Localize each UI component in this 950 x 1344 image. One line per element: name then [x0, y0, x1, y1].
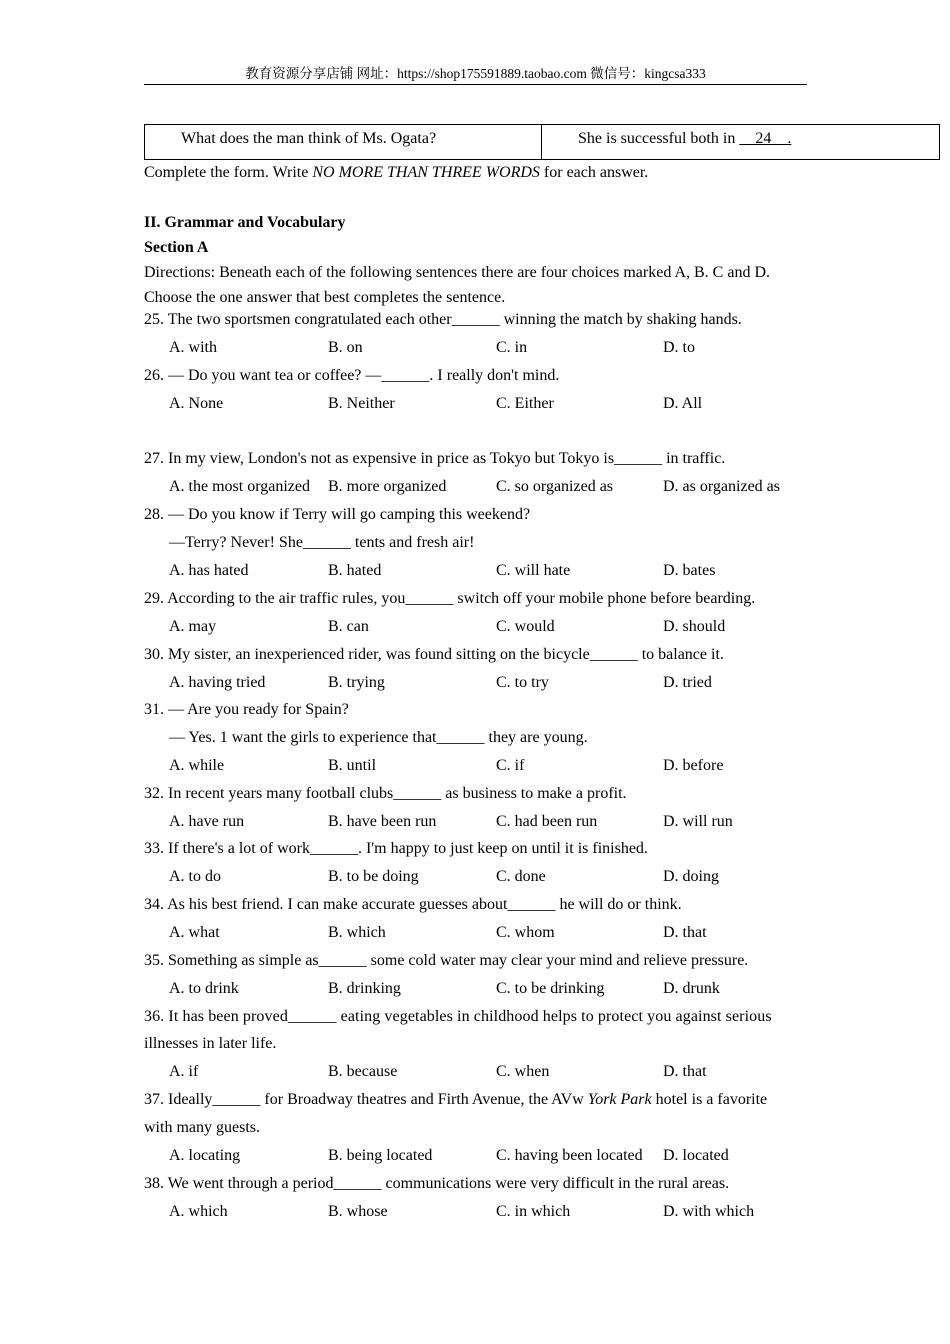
option-b: B. whose	[328, 1203, 388, 1220]
option-c: C. in	[496, 339, 528, 356]
option-d: D. to	[663, 339, 695, 356]
answer-blank-24: __24__.	[739, 130, 792, 147]
option-d: D. will run	[663, 813, 733, 830]
page-header: 教育资源分享店铺 网址：https://shop175591889.taobao.com 微信号：kingcsa333	[144, 66, 807, 85]
option-b: B. until	[328, 757, 377, 774]
option-b: B. drinking	[328, 980, 401, 997]
question-31: 31. — Are you ready for Spain?	[144, 701, 349, 718]
option-a: A. to drink	[169, 980, 239, 997]
question-28-line-2: —Terry? Never! She______ tents and fresh air!	[169, 534, 475, 551]
option-d: D. should	[663, 618, 726, 635]
option-d: D. All	[663, 395, 703, 412]
instruction-pre: Complete the form. Write	[144, 164, 313, 181]
section-title: II. Grammar and Vocabulary	[144, 214, 346, 231]
question-30: 30. My sister, an inexperienced rider, was found sitting on the bicycle______ to balance it.	[144, 646, 724, 663]
option-c: C. so organized as	[496, 478, 614, 495]
question-36-line-2: illnesses in later life.	[144, 1035, 277, 1052]
option-b: B. being located	[328, 1147, 433, 1164]
option-c: C. will hate	[496, 562, 571, 579]
question-37-line-2: with many guests.	[144, 1119, 260, 1136]
option-c: C. to try	[496, 674, 549, 691]
option-d: D. drunk	[663, 980, 720, 997]
question-34: 34. As his best friend. I can make accurate guesses about______ he will do or think.	[144, 896, 682, 913]
directions-line-1: Directions: Beneath each of the following sentences there are four choices marked A, B. C and D.	[144, 264, 771, 281]
hotel-name: York Park	[587, 1091, 652, 1108]
option-d: D. that	[663, 924, 707, 941]
option-a: A. to do	[169, 868, 221, 885]
option-c: C. would	[496, 618, 555, 635]
option-d: D. doing	[663, 868, 719, 885]
directions-line-2: Choose the one answer that best completes the sentence.	[144, 289, 506, 306]
section-subtitle: Section A	[144, 239, 209, 256]
question-33: 33. If there's a lot of work______. I'm happy to just keep on until it is finished.	[144, 840, 648, 857]
question-38: 38. We went through a period______ communications were very difficult in the rural areas.	[144, 1175, 730, 1192]
question-37	[144, 1090, 767, 1110]
option-d: D. with which	[663, 1203, 755, 1220]
question-26: 26. — Do you want tea or coffee? —______. I really don't mind.	[144, 367, 560, 384]
question-27: 27. In my view, London's not as expensive in price as Tokyo but Tokyo is______ in traffic.	[144, 450, 726, 467]
option-c: C. to be drinking	[496, 980, 605, 997]
option-d: D. tried	[663, 674, 712, 691]
option-a: A. None	[169, 395, 224, 412]
option-a: A. may	[169, 618, 217, 635]
option-a: A. has hated	[169, 562, 249, 579]
instruction-emphasis: NO MORE THAN THREE WORDS	[312, 164, 540, 181]
option-c: C. having been located	[496, 1147, 643, 1164]
option-a: A. the most organized	[169, 478, 311, 495]
instruction-post: for each answer.	[539, 164, 649, 181]
form-answer-cell	[542, 125, 940, 160]
option-a: A. having tried	[169, 674, 266, 691]
question-36: 36. It has been proved______ eating vegetables in childhood helps to protect you against serious	[144, 1008, 772, 1025]
option-b: B. trying	[328, 674, 385, 691]
form-row	[145, 125, 940, 160]
question-37-post: hotel is a favorite	[651, 1091, 768, 1108]
option-a: A. what	[169, 924, 220, 941]
option-d: D. that	[663, 1063, 707, 1080]
question-29: 29. According to the air traffic rules, you______ switch off your mobile phone before bearding.	[144, 590, 756, 607]
option-c: C. in which	[496, 1203, 571, 1220]
question-35: 35. Something as simple as______ some cold water may clear your mind and relieve pressure.	[144, 952, 749, 969]
option-c: C. Either	[496, 395, 554, 412]
option-b: B. have been run	[328, 813, 437, 830]
option-a: A. locating	[169, 1147, 241, 1164]
question-37-pre: 37. Ideally______ for Broadway theatres and Firth Avenue, the AVw	[144, 1091, 588, 1108]
option-d: D. bates	[663, 562, 716, 579]
option-b: B. which	[328, 924, 386, 941]
option-b: B. on	[328, 339, 363, 356]
option-a: A. if	[169, 1063, 199, 1080]
option-c: C. if	[496, 757, 525, 774]
option-a: A. which	[169, 1203, 228, 1220]
option-a: A. have run	[169, 813, 245, 830]
option-b: B. Neither	[328, 395, 395, 412]
form-answer-prefix: She is successful both in	[578, 130, 740, 147]
form-instruction	[144, 163, 648, 183]
option-d: D. before	[663, 757, 724, 774]
option-d: D. as organized as	[663, 478, 780, 495]
option-a: A. while	[169, 757, 225, 774]
question-28: 28. — Do you know if Terry will go camping this weekend?	[144, 506, 531, 523]
option-b: B. because	[328, 1063, 398, 1080]
question-25: 25. The two sportsmen congratulated each other______ winning the match by shaking hands.	[144, 311, 742, 328]
question-31-line-2: — Yes. 1 want the girls to experience that______ they are young.	[169, 729, 588, 746]
option-b: B. hated	[328, 562, 382, 579]
option-b: B. can	[328, 618, 369, 635]
option-d: D. located	[663, 1147, 729, 1164]
form-question-cell: What does the man think of Ms. Ogata?	[145, 125, 542, 160]
question-32: 32. In recent years many football clubs______ as business to make a profit.	[144, 785, 627, 802]
option-c: C. whom	[496, 924, 555, 941]
form-table	[144, 124, 940, 160]
option-c: C. done	[496, 868, 546, 885]
option-b: B. more organized	[328, 478, 447, 495]
option-b: B. to be doing	[328, 868, 419, 885]
option-a: A. with	[169, 339, 217, 356]
option-c: C. had been run	[496, 813, 598, 830]
option-c: C. when	[496, 1063, 550, 1080]
